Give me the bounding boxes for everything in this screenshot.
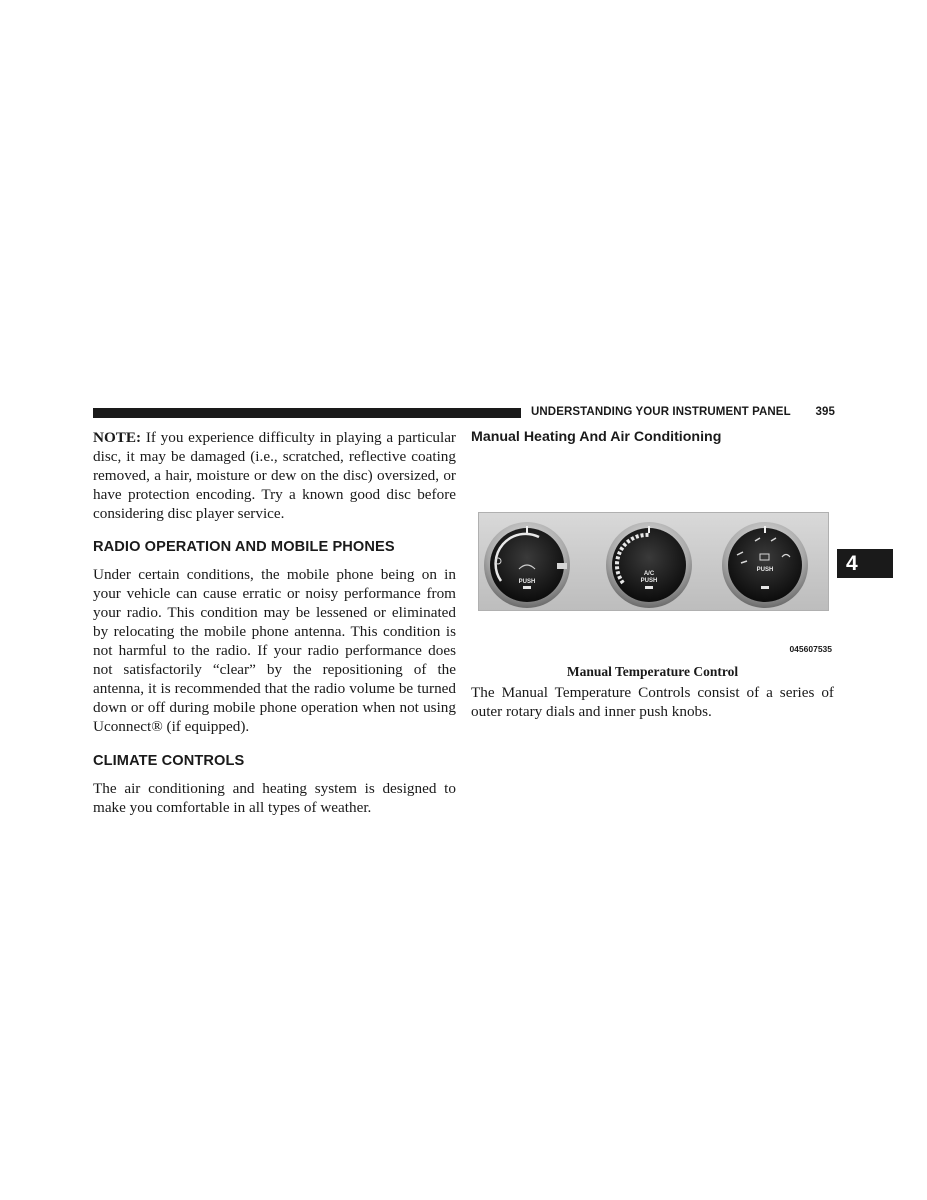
climate-paragraph: The air conditioning and heating system is designed to make you comfortable in all types of weather. [93,780,456,816]
header-rule [93,408,521,418]
climate-knobs-illustration [479,513,830,612]
radio-paragraph: Under certain conditions, the mobile phone being on in your vehicle can cause erratic or noisy performance from your radio. This condition may be lessened or eliminated by relocating the mobile phone antenna. This condition is not harmful to the radio. If your radio performance does not satisfactorily “clear” by the repositioning of the antenna, it is recommended that the radio volume be turned down or off during mobile phone operation when not using Uconnect® (if equipped). [93,566,456,735]
mode-knob [722,522,808,608]
figure-id: 045607535 [789,644,832,654]
fan-knob-push-label: PUSH [518,579,536,585]
chapter-tab: 4 [837,549,893,578]
climate-heading: CLIMATE CONTROLS [93,753,245,769]
fan-indicator-light [523,586,531,589]
radio-heading: RADIO OPERATION AND MOBILE PHONES [93,539,395,555]
fan-knob [484,522,570,608]
ac-label: A/C [643,571,655,577]
page-number: 395 [815,406,835,418]
ac-indicator-light [645,586,653,589]
climate-control-photo [478,512,829,611]
right-column-top [471,428,834,446]
section-title: UNDERSTANDING YOUR INSTRUMENT PANEL [531,406,791,418]
mode-knob-push-label: PUSH [756,567,774,573]
temperature-knob [606,522,692,608]
manual-hvac-heading: Manual Heating And Air Conditioning [471,429,722,445]
figure-caption: Manual Temperature Control [566,664,739,679]
note-text: If you experience difficulty in playing a particular disc, it may be damaged (i.e., scratched, reflective coating removed, a hair, moisture or dew on the disc) oversized, or have protection encoding. Try a known good disc before considering disc player service. [93,429,456,522]
mode-indicator-light [761,586,769,589]
fan-icon [557,563,567,569]
note-paragraph [93,428,456,523]
left-column [93,428,456,817]
running-head [531,406,835,418]
manual-controls-paragraph: The Manual Temperature Controls consist of a series of outer rotary dials and inner push knobs. [471,684,834,720]
note-label: NOTE: [93,429,142,446]
temperature-knob-push-label: PUSH [640,578,658,584]
